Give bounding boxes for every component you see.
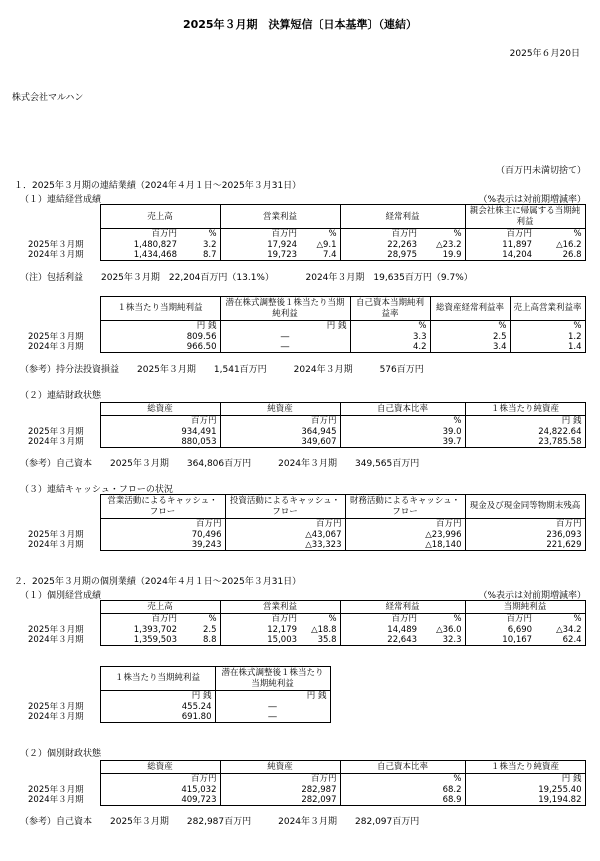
- unit-cell: 円 銭: [215, 691, 330, 702]
- consolidated-results-table: [20, 204, 586, 261]
- unit-cell: 百万円: [100, 416, 220, 427]
- report-date: 2025年６月20日: [509, 49, 580, 59]
- unit-cell: 百万円: [100, 519, 225, 530]
- unit-cell: %: [180, 614, 220, 625]
- value-cell: 68.9: [340, 795, 465, 806]
- col-header: 自己資本比率: [340, 403, 465, 416]
- unit-cell: 百万円: [465, 229, 535, 240]
- value-cell: △34.2: [535, 625, 585, 635]
- value-cell: 8.7: [180, 250, 220, 261]
- value-cell: 3.4: [430, 342, 510, 353]
- nonconsolidated-financial-position-table: [20, 760, 586, 806]
- col-header: 当期純利益: [465, 601, 585, 614]
- value-cell: 11,897: [465, 240, 535, 250]
- comprehensive-income-note: （注）包括利益 2025年３月期 22,204百万円（13.1%） 2024年３月期 19,635百万円（9.7%）: [20, 273, 473, 283]
- col-header: 現金及び現金同等物期末残高: [465, 495, 585, 519]
- unit-cell: 百万円: [100, 614, 180, 625]
- value-cell: 282,987: [220, 785, 340, 795]
- unit-cell: 円 銭: [100, 691, 215, 702]
- value-cell: 35.8: [300, 635, 340, 646]
- row-label: 2024年３月期: [20, 250, 100, 261]
- unit-cell: %: [350, 321, 430, 332]
- value-cell: 39.0: [340, 427, 465, 437]
- col-header: 純資産: [220, 761, 340, 774]
- value-cell: 2.5: [430, 332, 510, 342]
- value-cell: △9.1: [300, 240, 340, 250]
- unit-cell: 百万円: [220, 229, 300, 240]
- col-header: 自己資本比率: [340, 761, 465, 774]
- unit-cell: 百万円: [465, 519, 585, 530]
- value-cell: 39.7: [340, 437, 465, 448]
- value-cell: 8.8: [180, 635, 220, 646]
- row-label: 2025年３月期: [20, 427, 100, 437]
- value-cell: 364,945: [220, 427, 340, 437]
- value-cell: 221,629: [465, 540, 585, 551]
- col-header: １株当たり純資産: [465, 761, 585, 774]
- row-label: 2024年３月期: [20, 540, 100, 551]
- value-cell: 26.8: [535, 250, 585, 261]
- unit-cell: %: [420, 614, 465, 625]
- per-share-table: [20, 296, 586, 353]
- col-header: 営業活動によるキャッシュ・フロー: [100, 495, 225, 519]
- value-cell: 23,785.58: [465, 437, 585, 448]
- value-cell: 12,179: [220, 625, 300, 635]
- financial-position-table: [20, 402, 586, 448]
- value-cell: ―: [220, 332, 350, 342]
- section1-sub3: （３）連結キャッシュ・フローの状況: [20, 485, 173, 495]
- value-cell: 39,243: [100, 540, 225, 551]
- unit-cell: 百万円: [220, 614, 300, 625]
- value-cell: 1,480,827: [100, 240, 180, 250]
- unit-cell: 百万円: [100, 229, 180, 240]
- unit-cell: 円 銭: [100, 321, 220, 332]
- unit-note: （百万円未満切捨て）: [495, 166, 586, 176]
- row-label: 2025年３月期: [20, 785, 100, 795]
- unit-cell: 百万円: [340, 614, 420, 625]
- value-cell: 1,359,503: [100, 635, 180, 646]
- value-cell: 1,393,702: [100, 625, 180, 635]
- value-cell: 455.24: [100, 702, 215, 712]
- value-cell: 415,032: [100, 785, 220, 795]
- value-cell: △23,996: [345, 530, 465, 540]
- unit-cell: %: [535, 614, 585, 625]
- col-header: １株当たり純資産: [465, 403, 585, 416]
- unit-cell: %: [510, 321, 585, 332]
- unit-cell: %: [430, 321, 510, 332]
- col-header: 売上高: [100, 601, 220, 614]
- row-label: 2024年３月期: [20, 635, 100, 646]
- row-label: 2025年３月期: [20, 530, 100, 540]
- value-cell: 68.2: [340, 785, 465, 795]
- value-cell: 24,822.64: [465, 427, 585, 437]
- value-cell: 22,643: [340, 635, 420, 646]
- unit-cell: 百万円: [100, 774, 220, 785]
- col-header: 経常利益: [340, 601, 465, 614]
- value-cell: 10,167: [465, 635, 535, 646]
- col-header: 総資産経常利益率: [430, 297, 510, 321]
- equity-note: （参考）自己資本 2025年３月期 364,806百万円 2024年３月期 349,565百万円: [20, 459, 420, 469]
- value-cell: ―: [220, 342, 350, 353]
- unit-cell: %: [535, 229, 585, 240]
- value-cell: 4.2: [350, 342, 430, 353]
- unit-cell: 百万円: [465, 614, 535, 625]
- col-header: 売上高: [100, 205, 220, 229]
- row-label: 2025年３月期: [20, 240, 100, 250]
- value-cell: 70,496: [100, 530, 225, 540]
- value-cell: 1,434,468: [100, 250, 180, 261]
- col-header: 総資産: [100, 761, 220, 774]
- unit-cell: 円 銭: [465, 774, 585, 785]
- col-header: 財務活動によるキャッシュ・フロー: [345, 495, 465, 519]
- value-cell: 966.50: [100, 342, 220, 353]
- unit-cell: %: [180, 229, 220, 240]
- value-cell: 17,924: [220, 240, 300, 250]
- col-header: 自己資本当期純利益率: [350, 297, 430, 321]
- row-label: 2024年３月期: [20, 437, 100, 448]
- col-header: 総資産: [100, 403, 220, 416]
- col-header: 営業利益: [220, 601, 340, 614]
- value-cell: 28,975: [340, 250, 420, 261]
- value-cell: △18,140: [345, 540, 465, 551]
- value-cell: △43,067: [225, 530, 345, 540]
- value-cell: 691.80: [100, 712, 215, 723]
- row-label: 2024年３月期: [20, 712, 100, 723]
- value-cell: △36.0: [420, 625, 465, 635]
- unit-cell: 百万円: [340, 229, 420, 240]
- row-label: 2024年３月期: [20, 342, 100, 353]
- value-cell: 1.2: [510, 332, 585, 342]
- value-cell: 32.3: [420, 635, 465, 646]
- unit-cell: %: [300, 229, 340, 240]
- section2-sub2: （２）個別財政状態: [20, 749, 102, 759]
- col-header: 経常利益: [340, 205, 465, 229]
- value-cell: 14,489: [340, 625, 420, 635]
- value-cell: 19,255.40: [465, 785, 585, 795]
- value-cell: 2.5: [180, 625, 220, 635]
- unit-cell: 円 銭: [220, 321, 350, 332]
- col-header: 純資産: [220, 403, 340, 416]
- value-cell: 19.9: [420, 250, 465, 261]
- value-cell: △16.2: [535, 240, 585, 250]
- value-cell: 19,194.82: [465, 795, 585, 806]
- section2-heading: ２．2025年３月期の個別業績（2024年４月１日～2025年３月31日）: [14, 577, 302, 587]
- value-cell: 409,723: [100, 795, 220, 806]
- value-cell: 934,491: [100, 427, 220, 437]
- unit-cell: %: [340, 416, 465, 427]
- col-header: 投資活動によるキャッシュ・フロー: [225, 495, 345, 519]
- section1-sub1: （１）連結経営成績: [20, 195, 102, 205]
- unit-cell: 百万円: [225, 519, 345, 530]
- value-cell: △18.8: [300, 625, 340, 635]
- value-cell: 62.4: [535, 635, 585, 646]
- value-cell: 1.4: [510, 342, 585, 353]
- equity-method-note: （参考）持分法投資損益 2025年３月期 1,541百万円 2024年３月期 576百万円: [20, 365, 424, 375]
- col-header: 潜在株式調整後１株当たり当期純利益: [220, 297, 350, 321]
- value-cell: 7.4: [300, 250, 340, 261]
- value-cell: △33,323: [225, 540, 345, 551]
- unit-cell: 円 銭: [465, 416, 585, 427]
- page-title: 2025年３月期 決算短信〔日本基準〕（連結）: [182, 18, 418, 31]
- value-cell: 880,053: [100, 437, 220, 448]
- col-header: 親会社株主に帰属する当期純利益: [465, 205, 585, 229]
- value-cell: 6,690: [465, 625, 535, 635]
- pct-note-2: （%表示は対前期増減率）: [478, 591, 586, 601]
- section1-heading: １．2025年３月期の連結業績（2024年４月１日～2025年３月31日）: [14, 181, 302, 191]
- value-cell: 15,003: [220, 635, 300, 646]
- row-label: 2024年３月期: [20, 795, 100, 806]
- value-cell: 14,204: [465, 250, 535, 261]
- col-header: 潜在株式調整後１株当たり当期純利益: [215, 667, 330, 691]
- unit-cell: %: [340, 774, 465, 785]
- value-cell: 22,263: [340, 240, 420, 250]
- value-cell: 3.3: [350, 332, 430, 342]
- value-cell: 19,723: [220, 250, 300, 261]
- nonconsolidated-equity-note: （参考）自己資本 2025年３月期 282,987百万円 2024年３月期 282,097百万円: [20, 817, 420, 827]
- section1-sub2: （２）連結財政状態: [20, 391, 102, 401]
- unit-cell: 百万円: [220, 416, 340, 427]
- row-label: 2025年３月期: [20, 702, 100, 712]
- pct-note: （%表示は対前期増減率）: [478, 195, 586, 205]
- value-cell: 236,093: [465, 530, 585, 540]
- unit-cell: %: [420, 229, 465, 240]
- unit-cell: 百万円: [345, 519, 465, 530]
- value-cell: ―: [215, 712, 330, 723]
- nonconsolidated-per-share-table: [20, 666, 331, 723]
- section2-sub1: （１）個別経営成績: [20, 591, 102, 601]
- col-header: １株当たり当期純利益: [100, 297, 220, 321]
- company-name: 株式会社マルハン: [12, 93, 84, 103]
- cash-flow-table: [20, 494, 586, 551]
- col-header: 営業利益: [220, 205, 340, 229]
- row-label: 2025年３月期: [20, 332, 100, 342]
- col-header: １株当たり当期純利益: [100, 667, 215, 691]
- unit-cell: 百万円: [220, 774, 340, 785]
- value-cell: 282,097: [220, 795, 340, 806]
- value-cell: ―: [215, 702, 330, 712]
- value-cell: 349,607: [220, 437, 340, 448]
- value-cell: 809.56: [100, 332, 220, 342]
- value-cell: △23.2: [420, 240, 465, 250]
- nonconsolidated-results-table: [20, 600, 586, 646]
- value-cell: 3.2: [180, 240, 220, 250]
- unit-cell: %: [300, 614, 340, 625]
- row-label: 2025年３月期: [20, 625, 100, 635]
- col-header: 売上高営業利益率: [510, 297, 585, 321]
